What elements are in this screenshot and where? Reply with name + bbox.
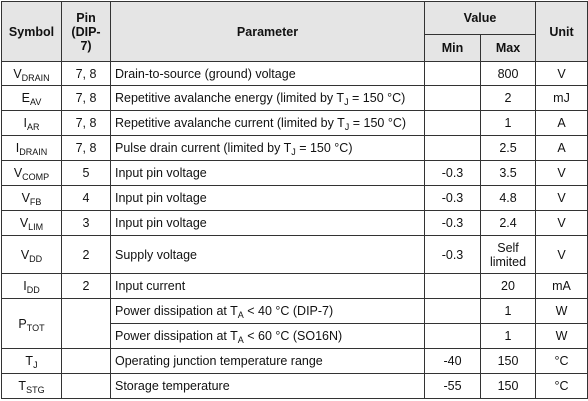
parameter-cell: Operating junction temperature range: [111, 349, 425, 374]
table-row: [2, 211, 588, 236]
unit-cell: °C: [536, 374, 588, 399]
parameter-cell: Power dissipation at $T_A < 60$ °C (SO16N): [111, 324, 425, 349]
header-pin-line1: Pin: [76, 10, 96, 25]
pin-cell: 7, 8: [62, 111, 111, 136]
symbol-cell: $E_{AV}$: [2, 86, 62, 111]
pin-cell: 4: [62, 186, 111, 211]
min-cell: -0.3: [425, 186, 481, 211]
max-cell: 20: [481, 274, 536, 299]
header-unit: Unit: [536, 2, 588, 62]
unit-cell: V: [536, 211, 588, 236]
table-row: [2, 136, 588, 161]
symbol-cell: $I_{DRAIN}$: [2, 136, 62, 161]
pin-cell: 2: [62, 236, 111, 274]
pin-cell: 7, 8: [62, 86, 111, 111]
header-parameter: Parameter: [111, 2, 425, 62]
pin-cell: 2: [62, 274, 111, 299]
parameter-cell: Input pin voltage: [111, 211, 425, 236]
header-max: Max: [481, 35, 536, 62]
parameter-cell: Drain-to-source (ground) voltage: [111, 62, 425, 86]
header-min: Min: [425, 35, 481, 62]
max-cell: 800: [481, 62, 536, 86]
unit-cell: W: [536, 324, 588, 349]
pin-cell: 7, 8: [62, 62, 111, 86]
pin-cell: [62, 299, 111, 349]
max-cell: 2.5: [481, 136, 536, 161]
max-cell: 1: [481, 324, 536, 349]
symbol-cell: $P_{TOT}$: [2, 299, 62, 349]
absolute-max-ratings-table: [1, 1, 588, 399]
table-row: [2, 186, 588, 211]
pin-cell: 5: [62, 161, 111, 186]
unit-cell: mJ: [536, 86, 588, 111]
symbol-cell: $V_{FB}$: [2, 186, 62, 211]
unit-cell: V: [536, 161, 588, 186]
parameter-cell: Repetitive avalanche energy (limited by $T_J = 150$ °C): [111, 86, 425, 111]
min-cell: [425, 299, 481, 324]
min-cell: -0.3: [425, 236, 481, 274]
pin-cell: [62, 374, 111, 399]
min-cell: -55: [425, 374, 481, 399]
unit-cell: mA: [536, 274, 588, 299]
unit-cell: A: [536, 111, 588, 136]
table-row: [2, 236, 588, 274]
unit-cell: V: [536, 62, 588, 86]
min-cell: [425, 136, 481, 161]
parameter-cell: Input current: [111, 274, 425, 299]
table-row: [2, 86, 588, 111]
parameter-cell: Pulse drain current (limited by $T_J = 150$ °C): [111, 136, 425, 161]
unit-cell: A: [536, 136, 588, 161]
max-cell: 4.8: [481, 186, 536, 211]
symbol-cell: $I_{AR}$: [2, 111, 62, 136]
min-cell: -40: [425, 349, 481, 374]
parameter-cell: Repetitive avalanche current (limited by $T_J = 150$ °C): [111, 111, 425, 136]
symbol-cell: $V_{DRAIN}$: [2, 62, 62, 86]
parameter-cell: Input pin voltage: [111, 186, 425, 211]
max-cell: 1: [481, 299, 536, 324]
header-value: Value: [425, 2, 536, 35]
min-cell: -0.3: [425, 161, 481, 186]
header-pin: [62, 2, 111, 62]
header-row-1: [2, 2, 588, 35]
table-row: [2, 111, 588, 136]
pin-cell: [62, 349, 111, 374]
parameter-cell: Power dissipation at $T_A < 40$ °C (DIP-7): [111, 299, 425, 324]
max-cell: Self limited: [481, 236, 536, 274]
max-cell: 150: [481, 349, 536, 374]
table-row: [2, 274, 588, 299]
symbol-cell: $V_{DD}$: [2, 236, 62, 274]
pin-cell: 7, 8: [62, 136, 111, 161]
pin-cell: 3: [62, 211, 111, 236]
symbol-cell: $T_{STG}$: [2, 374, 62, 399]
symbol-cell: $T_J$: [2, 349, 62, 374]
max-cell: 2: [481, 86, 536, 111]
max-cell: 3.5: [481, 161, 536, 186]
max-cell: 1: [481, 111, 536, 136]
min-cell: [425, 111, 481, 136]
unit-cell: V: [536, 186, 588, 211]
table-row: [2, 62, 588, 86]
symbol-cell: $V_{COMP}$: [2, 161, 62, 186]
min-cell: [425, 86, 481, 111]
min-cell: [425, 62, 481, 86]
unit-cell: V: [536, 236, 588, 274]
min-cell: -0.3: [425, 211, 481, 236]
unit-cell: °C: [536, 349, 588, 374]
min-cell: [425, 324, 481, 349]
max-cell: 150: [481, 374, 536, 399]
parameter-cell: Supply voltage: [111, 236, 425, 274]
table-row: [2, 349, 588, 374]
header-pin-line2: (DIP-7): [71, 24, 101, 53]
max-cell: 2.4: [481, 211, 536, 236]
parameter-cell: Input pin voltage: [111, 161, 425, 186]
symbol-cell: $V_{LIM}$: [2, 211, 62, 236]
parameter-cell: Storage temperature: [111, 374, 425, 399]
min-cell: [425, 274, 481, 299]
unit-cell: W: [536, 299, 588, 324]
header-symbol: Symbol: [2, 2, 62, 62]
table-row: [2, 161, 588, 186]
table-row: [2, 374, 588, 399]
symbol-cell: $I_{DD}$: [2, 274, 62, 299]
table-row: [2, 299, 588, 324]
